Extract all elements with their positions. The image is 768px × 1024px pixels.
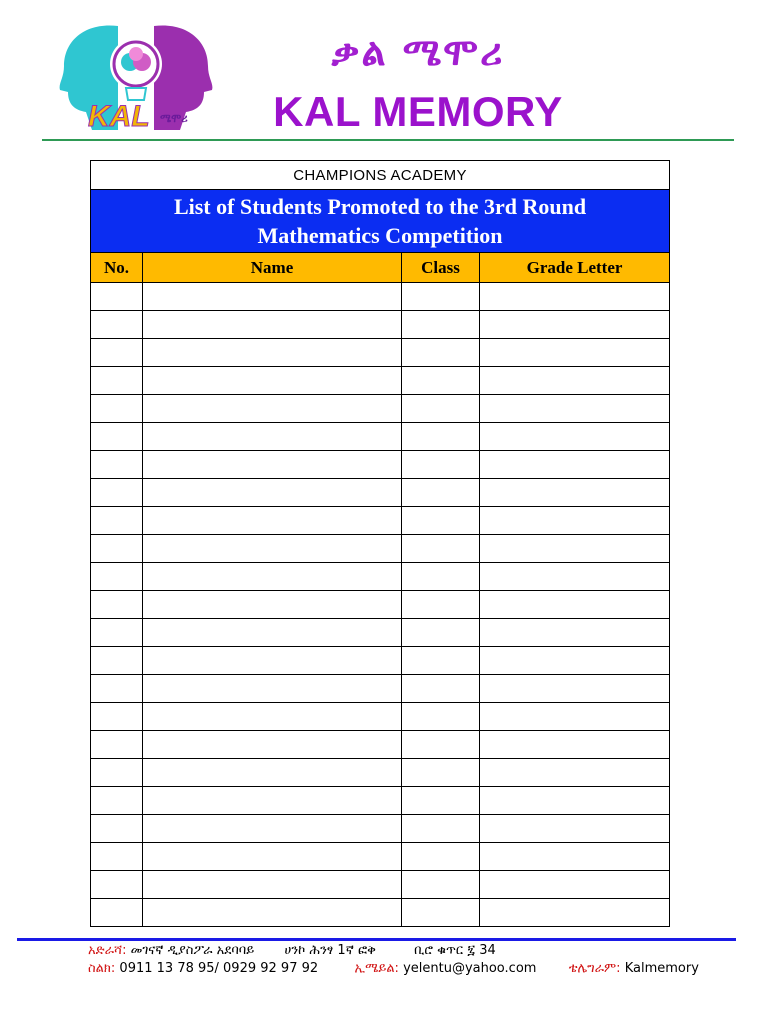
cell-name <box>143 787 402 815</box>
cell-name <box>143 367 402 395</box>
column-header-name: Name <box>143 253 402 283</box>
cell-no <box>91 703 143 731</box>
cell-name <box>143 339 402 367</box>
cell-class <box>402 451 480 479</box>
table-row <box>91 535 670 563</box>
cell-class <box>402 591 480 619</box>
cell-no <box>91 647 143 675</box>
cell-no <box>91 619 143 647</box>
list-title-line1: List of Students Promoted to the 3rd Round <box>173 194 587 219</box>
table-row <box>91 591 670 619</box>
cell-name <box>143 899 402 927</box>
cell-class <box>402 703 480 731</box>
academy-name: CHAMPIONS ACADEMY <box>91 161 670 190</box>
cell-no <box>91 339 143 367</box>
cell-class <box>402 647 480 675</box>
cell-no <box>91 451 143 479</box>
cell-no <box>91 479 143 507</box>
cell-class <box>402 787 480 815</box>
header-divider <box>42 139 734 141</box>
cell-grade-letter <box>480 703 670 731</box>
cell-name <box>143 759 402 787</box>
table-row <box>91 731 670 759</box>
title-amharic: ቃል ሜሞሪ <box>331 30 505 74</box>
cell-name <box>143 675 402 703</box>
cell-name <box>143 731 402 759</box>
cell-name <box>143 507 402 535</box>
cell-class <box>402 535 480 563</box>
cell-no <box>91 535 143 563</box>
cell-grade-letter <box>480 311 670 339</box>
cell-class <box>402 563 480 591</box>
table-row <box>91 479 670 507</box>
address-label: አድራሻ: <box>88 943 127 958</box>
cell-grade-letter <box>480 507 670 535</box>
cell-grade-letter <box>480 731 670 759</box>
column-header-class: Class <box>402 253 480 283</box>
list-title <box>91 190 670 253</box>
cell-class <box>402 899 480 927</box>
cell-name <box>143 591 402 619</box>
cell-name <box>143 535 402 563</box>
phone-value: 0911 13 78 95/ 0929 92 97 92 <box>119 961 319 976</box>
table-row <box>91 647 670 675</box>
kal-memory-logo <box>56 18 216 134</box>
cell-no <box>91 787 143 815</box>
table-row <box>91 675 670 703</box>
cell-grade-letter <box>480 591 670 619</box>
cell-class <box>402 423 480 451</box>
cell-name <box>143 563 402 591</box>
cell-no <box>91 675 143 703</box>
cell-name <box>143 843 402 871</box>
column-header-grade-letter: Grade Letter <box>480 253 670 283</box>
cell-no <box>91 507 143 535</box>
building-value: ሀንኮ ሕንፃ 1ኛ ፎቅ <box>284 943 376 958</box>
cell-grade-letter <box>480 283 670 311</box>
cell-name <box>143 451 402 479</box>
table-row <box>91 563 670 591</box>
cell-name <box>143 703 402 731</box>
cell-no <box>91 395 143 423</box>
cell-class <box>402 815 480 843</box>
email-label: ኢሜይል: <box>354 961 399 976</box>
footer-address-line <box>88 943 496 958</box>
cell-no <box>91 731 143 759</box>
cell-name <box>143 423 402 451</box>
cell-grade-letter <box>480 451 670 479</box>
cell-no <box>91 367 143 395</box>
cell-grade-letter <box>480 423 670 451</box>
cell-class <box>402 675 480 703</box>
title-english: KAL MEMORY <box>273 88 563 135</box>
table-row <box>91 871 670 899</box>
cell-grade-letter <box>480 339 670 367</box>
phone-label: ስልክ: <box>88 961 116 976</box>
cell-name <box>143 815 402 843</box>
column-header-row <box>91 253 670 283</box>
cell-class <box>402 283 480 311</box>
table-row <box>91 507 670 535</box>
column-header-no: No. <box>91 253 143 283</box>
cell-name <box>143 871 402 899</box>
table-row <box>91 423 670 451</box>
cell-no <box>91 871 143 899</box>
logo-wordmark: KAL <box>88 100 150 133</box>
cell-no <box>91 283 143 311</box>
cell-no <box>91 899 143 927</box>
cell-grade-letter <box>480 759 670 787</box>
table-row <box>91 703 670 731</box>
cell-name <box>143 283 402 311</box>
cell-grade-letter <box>480 675 670 703</box>
table-row <box>91 899 670 927</box>
cell-grade-letter <box>480 479 670 507</box>
address-value: መገናኛ ዲያስፖራ አደባባይ <box>130 943 255 958</box>
cell-class <box>402 395 480 423</box>
cell-class <box>402 507 480 535</box>
office-value: ቢሮ ቁጥር ፯ 34 <box>414 943 496 958</box>
cell-no <box>91 311 143 339</box>
cell-class <box>402 731 480 759</box>
cell-no <box>91 563 143 591</box>
cell-class <box>402 759 480 787</box>
table-row <box>91 283 670 311</box>
cell-class <box>402 871 480 899</box>
cell-grade-letter <box>480 647 670 675</box>
cell-grade-letter <box>480 619 670 647</box>
table-row <box>91 339 670 367</box>
table-row <box>91 311 670 339</box>
table-body <box>91 283 670 927</box>
cell-no <box>91 759 143 787</box>
cell-grade-letter <box>480 871 670 899</box>
cell-grade-letter <box>480 563 670 591</box>
telegram-value[interactable]: Kalmemory <box>624 961 699 976</box>
cell-class <box>402 479 480 507</box>
cell-grade-letter <box>480 787 670 815</box>
table-row <box>91 451 670 479</box>
table-row <box>91 759 670 787</box>
footer-divider <box>17 938 736 941</box>
cell-grade-letter <box>480 395 670 423</box>
table-row <box>91 367 670 395</box>
cell-no <box>91 843 143 871</box>
cell-grade-letter <box>480 815 670 843</box>
cell-grade-letter <box>480 843 670 871</box>
student-list-table <box>90 160 670 927</box>
telegram-label: ቴሌግራም: <box>568 961 621 976</box>
cell-class <box>402 311 480 339</box>
cell-name <box>143 395 402 423</box>
cell-name <box>143 619 402 647</box>
footer-contact-line <box>88 961 699 976</box>
cell-class <box>402 619 480 647</box>
cell-class <box>402 843 480 871</box>
table-row <box>91 787 670 815</box>
table-row <box>91 815 670 843</box>
table-row <box>91 843 670 871</box>
table-row <box>91 619 670 647</box>
cell-grade-letter <box>480 899 670 927</box>
email-value[interactable]: yelentu@yahoo.com <box>403 961 537 976</box>
cell-class <box>402 339 480 367</box>
cell-grade-letter <box>480 535 670 563</box>
cell-no <box>91 423 143 451</box>
cell-grade-letter <box>480 367 670 395</box>
list-title-line2: Mathematics Competition <box>257 223 503 248</box>
cell-class <box>402 367 480 395</box>
cell-name <box>143 479 402 507</box>
cell-no <box>91 815 143 843</box>
cell-no <box>91 591 143 619</box>
logo-wordmark-amharic: ሜሞሪ <box>160 112 188 125</box>
cell-name <box>143 311 402 339</box>
cell-name <box>143 647 402 675</box>
table-row <box>91 395 670 423</box>
